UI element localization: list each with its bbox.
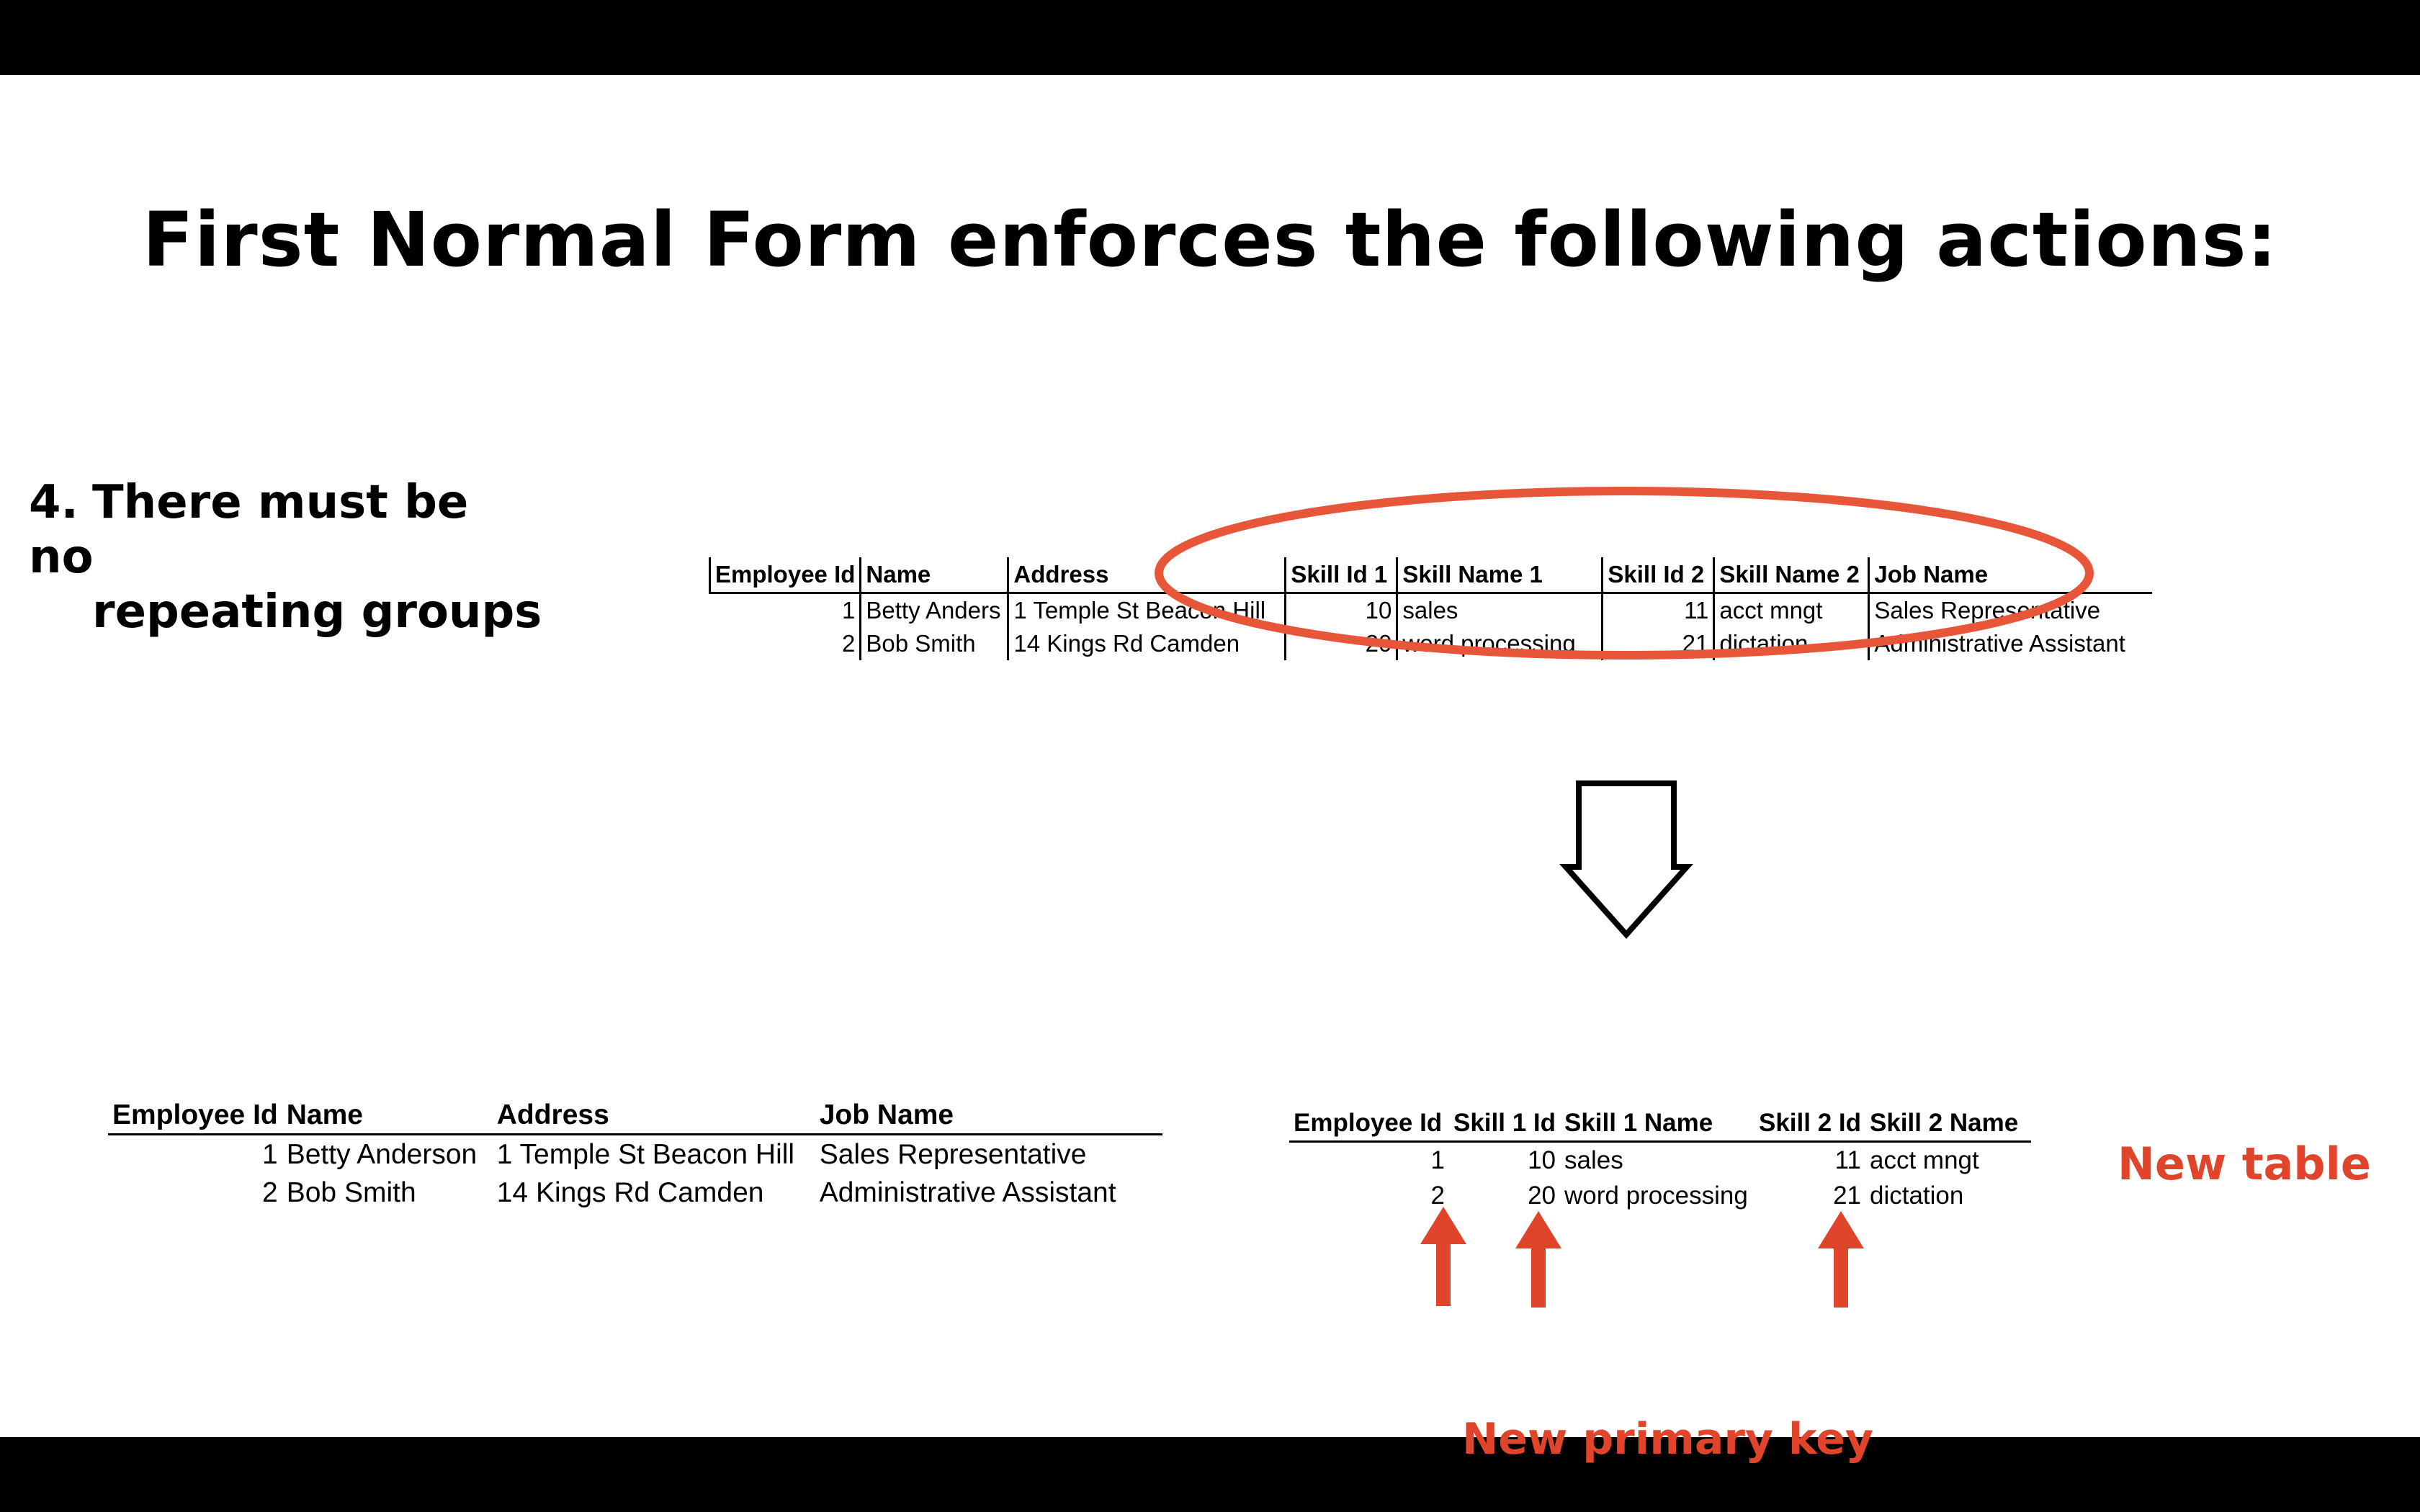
cell-skill-1-name: word processing (1564, 1181, 1748, 1210)
header-employee-id: Employee Id (108, 1097, 282, 1135)
cell-job-name: Administrative Assistant (1874, 630, 2125, 657)
header-name: Name (861, 557, 1008, 593)
cell-skill-1-id: 20 (1528, 1181, 1556, 1210)
cell-employee-id: 2 (262, 1176, 278, 1208)
cell-skill-2-id: 11 (1834, 1146, 1861, 1174)
cell-skill-name-1: sales (1397, 593, 1603, 628)
cell-name: Betty Anderson (286, 1138, 478, 1170)
header-skill-2-id: Skill 2 Id (1754, 1106, 1865, 1142)
cell-job-name: Administrative Assistant (819, 1176, 1116, 1208)
cell-employee-id: 2 (1430, 1181, 1445, 1210)
new-table-label: New table (2118, 1138, 2371, 1190)
rule-number: 4. (29, 476, 79, 529)
header-name: Name (282, 1097, 493, 1135)
header-skill-name-2: Skill Name 2 (1714, 557, 1869, 593)
down-arrow-icon (1566, 783, 1687, 935)
cell-address: 14 Kings Rd Camden (496, 1176, 764, 1208)
header-address: Address (1008, 557, 1286, 593)
cell-skill-name-2: acct mngt (1714, 593, 1869, 628)
cell-name: Bob Smith (286, 1176, 416, 1208)
cell-address: 1 Temple St Beacon Hill (496, 1138, 795, 1170)
cell-name: Bob Smith (861, 627, 1008, 660)
cell-skill-1-name: sales (1564, 1146, 1623, 1174)
cell-name: Betty Anders (861, 593, 1008, 628)
header-skill-name-1: Skill Name 1 (1397, 557, 1603, 593)
up-arrow-icon (1420, 1207, 1466, 1306)
header-job-name: Job Name (815, 1097, 1162, 1135)
cell-skill-id-1: 10 (1286, 593, 1397, 628)
cell-job-name: Sales Representative (819, 1138, 1087, 1170)
header-employee-id: Employee Id (710, 557, 861, 593)
cell-address: 14 Kings Rd Camden (1008, 627, 1286, 660)
rule-line-1: There must be no (29, 476, 469, 584)
header-skill-1-name: Skill 1 Name (1560, 1106, 1754, 1142)
new-primary-key-label: New primary key (1462, 1414, 1874, 1464)
slide (0, 75, 2420, 1464)
header-skill-1-id: Skill 1 Id (1449, 1106, 1560, 1142)
header-job-name: Job Name (1869, 557, 2153, 593)
cell-employee-id: 1 (262, 1138, 278, 1170)
annotations-overlay (0, 75, 2420, 1437)
cell-skill-2-name: acct mngt (1870, 1146, 1979, 1174)
cell-employee-id: 1 (710, 593, 861, 628)
header-skill-id-2: Skill Id 2 (1603, 557, 1714, 593)
header-skill-2-name: Skill 2 Name (1865, 1106, 2031, 1142)
cell-skill-1-id: 10 (1528, 1146, 1556, 1174)
cell-skill-name-2: dictation (1714, 627, 1869, 660)
cell-skill-2-id: 21 (1833, 1181, 1861, 1210)
up-arrow-icon (1515, 1211, 1561, 1308)
cell-skill-id-2: 11 (1603, 593, 1714, 628)
cell-job-name: Sales Representative (1874, 597, 2101, 624)
cell-skill-id-2: 21 (1603, 627, 1714, 660)
cell-skill-id-1: 20 (1286, 627, 1397, 660)
cell-employee-id: 2 (710, 627, 861, 660)
repeating-group-ellipse (1159, 491, 2089, 655)
cell-skill-2-name: dictation (1870, 1181, 1964, 1210)
header-skill-id-1: Skill Id 1 (1286, 557, 1397, 593)
up-arrow-icon (1818, 1211, 1864, 1308)
rule-line-2: repeating groups (92, 585, 542, 639)
cell-skill-name-1: word processing (1397, 627, 1603, 660)
header-employee-id: Employee Id (1289, 1106, 1449, 1142)
cell-address: 1 Temple St Beacon Hill (1008, 593, 1286, 628)
slide-title: First Normal Form enforces the following actions: (142, 196, 2278, 284)
cell-employee-id: 1 (1430, 1146, 1445, 1174)
header-address: Address (493, 1097, 815, 1135)
